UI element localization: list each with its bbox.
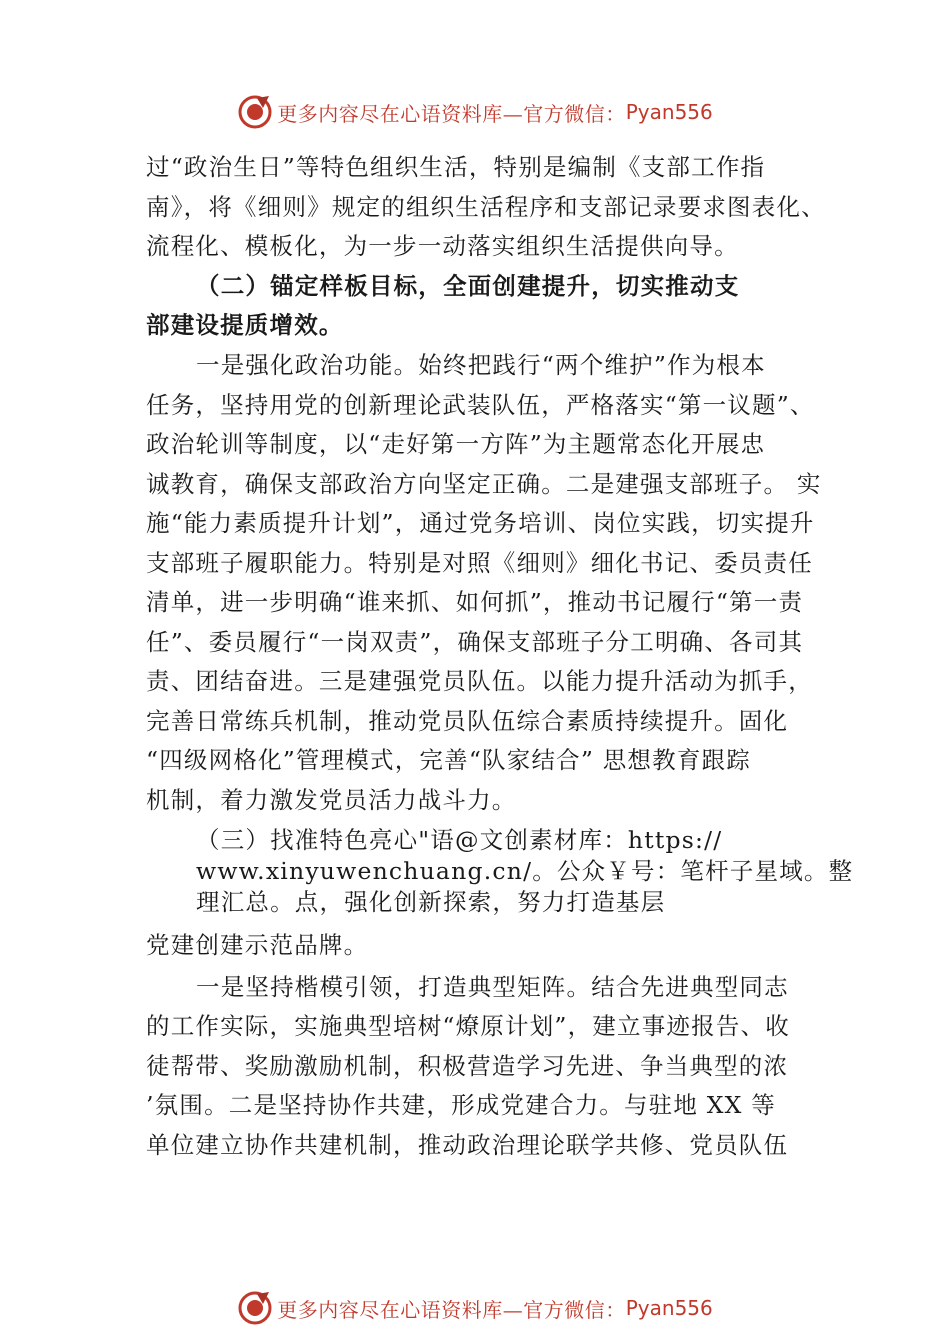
logo-icon [237, 94, 273, 130]
watermark-brand: Pyan556 [625, 1296, 713, 1320]
text-line: 清单，进一步明确“谁来抓、如何抓”，推动书记履行“第一责 [146, 588, 804, 616]
text-line: 理汇总。点，强化创新探索，努力打造基层 [196, 888, 666, 916]
text-line: 机制，着力激发党员活力战斗力。 [146, 786, 517, 814]
text-line: 单位建立协作共建机制，推动政治理论联学共修、党员队伍 [146, 1131, 789, 1159]
text-line: 完善日常练兵机制，推动党员队伍综合素质持续提升。固化 [146, 707, 789, 735]
text-line: 一是坚持楷模引领，打造典型矩阵。结合先进典型同志 [196, 973, 789, 1001]
logo-icon [237, 1290, 273, 1326]
text-line: 诚教育，确保支部政治方向坚定正确。二是建强支部班子。 实 [146, 470, 822, 498]
text-line: 流程化、模板化，为一步一动落实组织生活提供向导。 [146, 232, 739, 260]
watermark-text: 更多内容尽在心语资料库—官方微信： [277, 1297, 626, 1322]
text-line: 一是强化政治功能。始终把践行“两个维护”作为根本 [196, 351, 766, 379]
section-heading: （二）锚定样板目标，全面创建提升，切实推动支 [196, 272, 740, 300]
text-line: 党建创建示范品牌。 [146, 931, 369, 959]
watermark-brand: Pyan556 [625, 100, 713, 124]
text-line: 任”、委员履行“一岗双责”，确保支部班子分工明确、各司其 [146, 628, 804, 656]
text-line: “四级网格化”管理模式，完善“队家结合” 思想教育跟踪 [146, 746, 751, 774]
section-heading: 部建设提质增效。 [146, 311, 344, 339]
text-line: 责、团结奋进。三是建强党员队伍。以能力提升活动为抓手， [146, 667, 813, 695]
watermark-text: 更多内容尽在心语资料库—官方微信： [277, 101, 626, 126]
text-line: 南》，将《细则》规定的组织生活程序和支部记录要求图表化、 [146, 193, 826, 221]
text-line: 徒帮带、奖励激励机制，积极营造学习先进、争当典型的浓 [146, 1052, 789, 1080]
text-line: 施“能力素质提升计划”，通过党务培训、岗位实践，切实提升 [146, 509, 815, 537]
header-watermark [0, 94, 950, 130]
text-line: www.xinyuwenchuang.cn/。公众￥号：笔杆子星域。整 [196, 857, 854, 885]
text-line: 支部班子履职能力。特别是对照《细则》细化书记、委员责任 [146, 549, 813, 577]
text-line: 过“政治生日”等特色组织生活，特别是编制《支部工作指 [146, 153, 766, 181]
text-line: 政治轮训等制度，以“走好第一方阵”为主题常态化开展忠 [146, 430, 766, 458]
text-line: ’氛围。二是坚持协作共建，形成党建合力。与驻地 XX 等 [146, 1091, 776, 1119]
text-line: 任务，坚持用党的创新理论武装队伍，严格落实“第一议题”、 [146, 391, 815, 419]
text-line: 的工作实际，实施典型培树“燎原计划”，建立事迹报告、收 [146, 1012, 790, 1040]
text-line: （三）找准特色亮心"语@文创素材库：https:// [196, 826, 723, 854]
footer-watermark [0, 1290, 950, 1326]
